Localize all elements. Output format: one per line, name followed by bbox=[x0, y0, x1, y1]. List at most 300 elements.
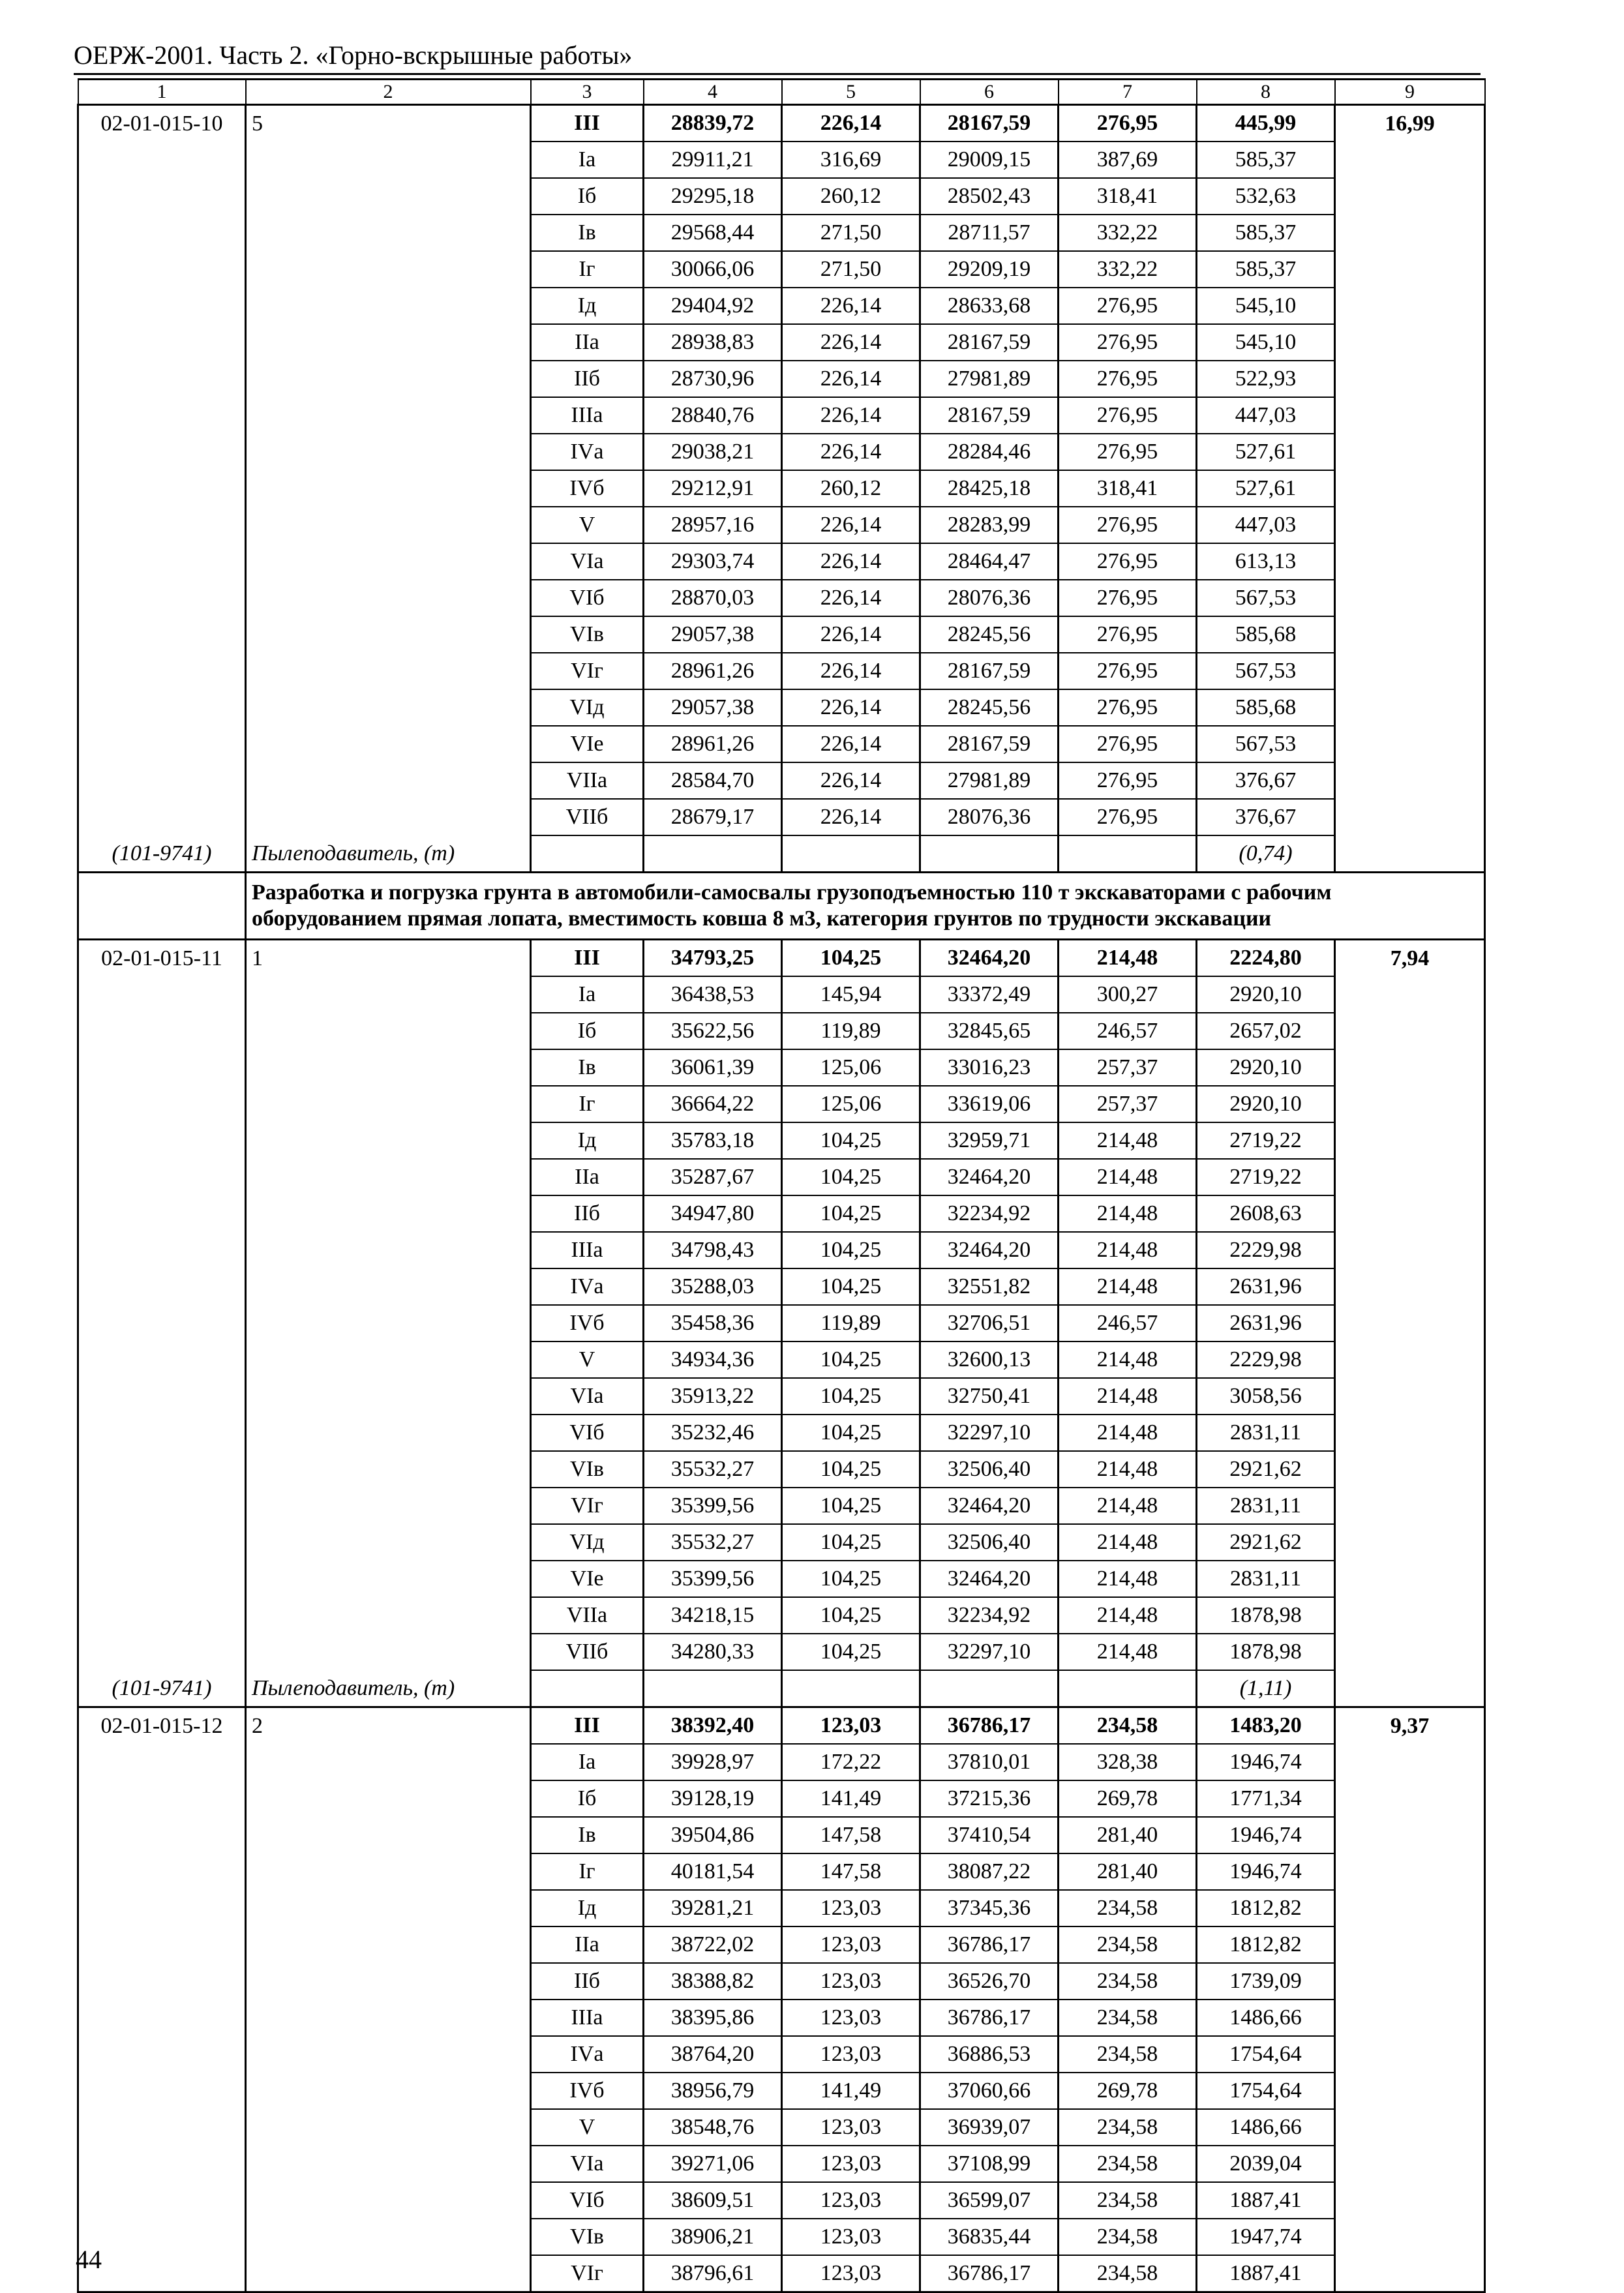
machinists-pay: 257,37 bbox=[1059, 1086, 1197, 1122]
machinists-pay: 214,48 bbox=[1059, 1488, 1197, 1524]
page-header-title: ОЕРЖ-2001. Часть 2. «Горно-вскрышные работы» bbox=[74, 40, 633, 70]
empty-cell bbox=[78, 1232, 246, 1268]
materials-cost: 1483,20 bbox=[1197, 1707, 1335, 1745]
total-cost: 38956,79 bbox=[644, 2073, 782, 2109]
soil-category: VIв bbox=[531, 2219, 644, 2255]
machine-cost: 28167,59 bbox=[920, 397, 1059, 434]
machinists-pay: 246,57 bbox=[1059, 1013, 1197, 1049]
materials-cost: 1754,64 bbox=[1197, 2036, 1335, 2073]
machine-cost: 28245,56 bbox=[920, 689, 1059, 726]
table-row bbox=[78, 1926, 1485, 1963]
machinists-pay: 276,95 bbox=[1059, 361, 1197, 397]
materials-cost: 2229,98 bbox=[1197, 1341, 1335, 1378]
soil-category: VIг bbox=[531, 653, 644, 689]
materials-cost: 585,68 bbox=[1197, 689, 1335, 726]
empty-cell bbox=[246, 288, 531, 324]
machinists-pay: 276,95 bbox=[1059, 653, 1197, 689]
soil-category: III bbox=[531, 1707, 644, 1745]
empty-cell bbox=[246, 1232, 531, 1268]
empty-cell bbox=[78, 1451, 246, 1488]
machine-cost: 36786,17 bbox=[920, 2255, 1059, 2292]
machine-cost: 32706,51 bbox=[920, 1305, 1059, 1341]
machinists-pay: 276,95 bbox=[1059, 689, 1197, 726]
total-cost: 29911,21 bbox=[644, 142, 782, 178]
empty-cell bbox=[246, 1451, 531, 1488]
machinists-pay: 276,95 bbox=[1059, 762, 1197, 799]
machine-cost: 33372,49 bbox=[920, 976, 1059, 1013]
empty-cell bbox=[1335, 2182, 1485, 2219]
table-row bbox=[78, 1853, 1485, 1890]
empty-cell bbox=[1335, 1524, 1485, 1561]
machinists-pay: 332,22 bbox=[1059, 215, 1197, 251]
table-row bbox=[78, 1707, 1485, 1745]
materials-cost: 2831,11 bbox=[1197, 1488, 1335, 1524]
column-number: 4 bbox=[644, 80, 782, 105]
empty-cell bbox=[1335, 1890, 1485, 1926]
table-row bbox=[78, 1780, 1485, 1817]
empty-cell bbox=[1335, 2073, 1485, 2109]
machine-cost: 28076,36 bbox=[920, 580, 1059, 616]
workers-pay: 104,25 bbox=[782, 1268, 920, 1305]
soil-category: IIб bbox=[531, 1195, 644, 1232]
empty-cell bbox=[782, 835, 920, 873]
empty-cell bbox=[78, 976, 246, 1013]
machinists-pay: 214,48 bbox=[1059, 1561, 1197, 1597]
soil-category: VIб bbox=[531, 2182, 644, 2219]
table-row bbox=[78, 2255, 1485, 2292]
empty-cell bbox=[246, 2182, 531, 2219]
total-cost: 36438,53 bbox=[644, 976, 782, 1013]
empty-cell bbox=[1335, 288, 1485, 324]
materials-cost: 532,63 bbox=[1197, 178, 1335, 215]
empty-cell bbox=[1335, 434, 1485, 470]
total-cost: 39504,86 bbox=[644, 1817, 782, 1853]
workers-pay: 226,14 bbox=[782, 543, 920, 580]
machine-cost: 32464,20 bbox=[920, 1561, 1059, 1597]
workers-pay: 260,12 bbox=[782, 470, 920, 507]
empty-cell bbox=[78, 1305, 246, 1341]
total-cost: 35622,56 bbox=[644, 1013, 782, 1049]
empty-cell bbox=[1335, 1013, 1485, 1049]
workers-pay: 260,12 bbox=[782, 178, 920, 215]
machine-cost: 36786,17 bbox=[920, 1707, 1059, 1745]
empty-cell bbox=[1335, 1926, 1485, 1963]
workers-pay: 123,03 bbox=[782, 2219, 920, 2255]
empty-cell bbox=[246, 1086, 531, 1122]
empty-cell bbox=[1335, 2219, 1485, 2255]
total-cost: 28870,03 bbox=[644, 580, 782, 616]
total-cost: 34793,25 bbox=[644, 940, 782, 977]
machinists-pay: 281,40 bbox=[1059, 1817, 1197, 1853]
workers-pay: 123,03 bbox=[782, 2109, 920, 2146]
empty-cell bbox=[246, 1926, 531, 1963]
materials-cost: 1739,09 bbox=[1197, 1963, 1335, 2000]
column-number: 8 bbox=[1197, 80, 1335, 105]
empty-cell bbox=[1335, 1049, 1485, 1086]
empty-cell bbox=[78, 215, 246, 251]
workers-pay: 104,25 bbox=[782, 1561, 920, 1597]
workers-pay: 147,58 bbox=[782, 1853, 920, 1890]
table-row bbox=[78, 1159, 1485, 1195]
materials-cost: 585,37 bbox=[1197, 251, 1335, 288]
soil-category: IVб bbox=[531, 2073, 644, 2109]
machine-cost: 36886,53 bbox=[920, 2036, 1059, 2073]
column-2-value: 1 bbox=[246, 940, 531, 977]
machinists-pay: 328,38 bbox=[1059, 1744, 1197, 1780]
workers-pay: 125,06 bbox=[782, 1086, 920, 1122]
empty-cell bbox=[78, 616, 246, 653]
empty-cell bbox=[78, 1122, 246, 1159]
machinists-pay: 214,48 bbox=[1059, 1451, 1197, 1488]
empty-cell bbox=[246, 543, 531, 580]
table-row bbox=[78, 976, 1485, 1013]
materials-cost: 2920,10 bbox=[1197, 976, 1335, 1013]
table-row bbox=[78, 2109, 1485, 2146]
empty-cell bbox=[78, 653, 246, 689]
empty-cell bbox=[1335, 2036, 1485, 2073]
soil-category: IVа bbox=[531, 434, 644, 470]
empty-cell bbox=[246, 616, 531, 653]
table-row bbox=[78, 361, 1485, 397]
workers-pay: 226,14 bbox=[782, 616, 920, 653]
total-cost: 38609,51 bbox=[644, 2182, 782, 2219]
table-row bbox=[78, 397, 1485, 434]
total-cost: 35458,36 bbox=[644, 1305, 782, 1341]
table-row bbox=[78, 1305, 1485, 1341]
table-row bbox=[78, 1049, 1485, 1086]
machine-cost: 38087,22 bbox=[920, 1853, 1059, 1890]
empty-cell bbox=[246, 251, 531, 288]
workers-pay: 104,25 bbox=[782, 1451, 920, 1488]
empty-cell bbox=[78, 1963, 246, 2000]
materials-cost: 376,67 bbox=[1197, 799, 1335, 835]
machine-cost: 36786,17 bbox=[920, 1926, 1059, 1963]
soil-category: VIIб bbox=[531, 1634, 644, 1670]
machinists-pay: 276,95 bbox=[1059, 288, 1197, 324]
machine-cost: 32551,82 bbox=[920, 1268, 1059, 1305]
workers-pay: 123,03 bbox=[782, 2182, 920, 2219]
soil-category: IIа bbox=[531, 1159, 644, 1195]
machinists-pay: 214,48 bbox=[1059, 1268, 1197, 1305]
total-cost: 38764,20 bbox=[644, 2036, 782, 2073]
empty-cell bbox=[1335, 799, 1485, 835]
empty-cell bbox=[78, 1049, 246, 1086]
soil-category: VIIа bbox=[531, 1597, 644, 1634]
empty-cell bbox=[1335, 142, 1485, 178]
machine-cost: 28711,57 bbox=[920, 215, 1059, 251]
total-cost: 29057,38 bbox=[644, 616, 782, 653]
total-cost: 40181,54 bbox=[644, 1853, 782, 1890]
column-number: 6 bbox=[920, 80, 1059, 105]
empty-cell bbox=[531, 835, 644, 873]
empty-cell bbox=[78, 1744, 246, 1780]
table-row bbox=[78, 2146, 1485, 2182]
empty-cell bbox=[246, 507, 531, 543]
empty-cell bbox=[1335, 1122, 1485, 1159]
empty-cell bbox=[246, 1195, 531, 1232]
empty-cell bbox=[1335, 1086, 1485, 1122]
empty-cell bbox=[1335, 397, 1485, 434]
empty-cell bbox=[246, 1122, 531, 1159]
workers-pay: 119,89 bbox=[782, 1305, 920, 1341]
workers-pay: 104,25 bbox=[782, 1378, 920, 1415]
soil-category: IIIа bbox=[531, 2000, 644, 2036]
materials-cost: 527,61 bbox=[1197, 470, 1335, 507]
materials-cost: 1486,66 bbox=[1197, 2109, 1335, 2146]
soil-category: VIв bbox=[531, 616, 644, 653]
materials-cost: 2631,96 bbox=[1197, 1268, 1335, 1305]
total-cost: 35913,22 bbox=[644, 1378, 782, 1415]
table-row bbox=[78, 1634, 1485, 1670]
total-cost: 28839,72 bbox=[644, 105, 782, 142]
soil-category: VIе bbox=[531, 726, 644, 762]
empty-cell bbox=[246, 324, 531, 361]
column-number: 2 bbox=[246, 80, 531, 105]
empty-cell bbox=[78, 434, 246, 470]
empty-cell bbox=[78, 251, 246, 288]
materials-cost: 1812,82 bbox=[1197, 1890, 1335, 1926]
column-2-value: 5 bbox=[246, 105, 531, 142]
empty-cell bbox=[78, 397, 246, 434]
empty-cell bbox=[246, 1488, 531, 1524]
workers-pay: 226,14 bbox=[782, 580, 920, 616]
machine-cost: 28076,36 bbox=[920, 799, 1059, 835]
empty-cell bbox=[1335, 1853, 1485, 1890]
workers-pay: 226,14 bbox=[782, 288, 920, 324]
material-name: Пылеподавитель, (т) bbox=[246, 835, 531, 873]
empty-cell bbox=[246, 2109, 531, 2146]
empty-cell bbox=[246, 1524, 531, 1561]
empty-cell bbox=[246, 1634, 531, 1670]
empty-cell bbox=[78, 470, 246, 507]
machinists-pay: 214,48 bbox=[1059, 1122, 1197, 1159]
total-cost: 35399,56 bbox=[644, 1561, 782, 1597]
machine-cost: 32234,92 bbox=[920, 1195, 1059, 1232]
machinists-pay: 234,58 bbox=[1059, 1890, 1197, 1926]
soil-category: Iг bbox=[531, 1853, 644, 1890]
empty-cell bbox=[246, 799, 531, 835]
empty-cell bbox=[1335, 2000, 1485, 2036]
empty-cell bbox=[78, 2219, 246, 2255]
table-row bbox=[78, 799, 1485, 835]
empty-cell bbox=[1335, 1780, 1485, 1817]
machine-cost: 28167,59 bbox=[920, 105, 1059, 142]
machine-cost: 36939,07 bbox=[920, 2109, 1059, 2146]
table-row bbox=[78, 1195, 1485, 1232]
empty-cell bbox=[1335, 689, 1485, 726]
empty-cell bbox=[246, 1268, 531, 1305]
table-row bbox=[78, 1086, 1485, 1122]
page-number: 44 bbox=[76, 2245, 102, 2274]
total-cost: 35288,03 bbox=[644, 1268, 782, 1305]
empty-cell bbox=[78, 1195, 246, 1232]
soil-category: IIIа bbox=[531, 1232, 644, 1268]
materials-cost: 3058,56 bbox=[1197, 1378, 1335, 1415]
empty-cell bbox=[1335, 251, 1485, 288]
materials-cost: 567,53 bbox=[1197, 653, 1335, 689]
materials-cost: 1754,64 bbox=[1197, 2073, 1335, 2109]
table-row bbox=[78, 689, 1485, 726]
empty-cell bbox=[1335, 1744, 1485, 1780]
empty-cell bbox=[78, 142, 246, 178]
empty-cell bbox=[246, 762, 531, 799]
machine-cost: 36526,70 bbox=[920, 1963, 1059, 2000]
empty-cell bbox=[246, 2255, 531, 2292]
materials-cost: 1947,74 bbox=[1197, 2219, 1335, 2255]
total-cost: 28961,26 bbox=[644, 653, 782, 689]
machinists-pay: 234,58 bbox=[1059, 2255, 1197, 2292]
empty-cell bbox=[78, 1268, 246, 1305]
workers-pay: 141,49 bbox=[782, 1780, 920, 1817]
soil-category: IVб bbox=[531, 1305, 644, 1341]
materials-cost: 613,13 bbox=[1197, 543, 1335, 580]
table-row bbox=[78, 543, 1485, 580]
empty-cell bbox=[246, 142, 531, 178]
empty-cell bbox=[1335, 2255, 1485, 2292]
empty-cell bbox=[78, 1634, 246, 1670]
materials-cost: 545,10 bbox=[1197, 288, 1335, 324]
machinists-pay: 214,48 bbox=[1059, 1195, 1197, 1232]
total-cost: 38906,21 bbox=[644, 2219, 782, 2255]
total-cost: 38395,86 bbox=[644, 2000, 782, 2036]
soil-category: IIб bbox=[531, 361, 644, 397]
soil-category: VIIб bbox=[531, 799, 644, 835]
table-row bbox=[78, 726, 1485, 762]
empty-cell bbox=[246, 1890, 531, 1926]
machine-cost: 32297,10 bbox=[920, 1634, 1059, 1670]
materials-cost: 2631,96 bbox=[1197, 1305, 1335, 1341]
table-row bbox=[78, 1744, 1485, 1780]
table-row bbox=[78, 288, 1485, 324]
materials-cost: 447,03 bbox=[1197, 507, 1335, 543]
machine-cost: 37215,36 bbox=[920, 1780, 1059, 1817]
total-cost: 28957,16 bbox=[644, 507, 782, 543]
table-row bbox=[78, 1597, 1485, 1634]
table-row bbox=[78, 2182, 1485, 2219]
empty-cell bbox=[78, 1378, 246, 1415]
machinists-pay: 276,95 bbox=[1059, 434, 1197, 470]
empty-cell bbox=[1335, 1597, 1485, 1634]
soil-category: Iг bbox=[531, 251, 644, 288]
empty-cell bbox=[920, 835, 1059, 873]
table-row bbox=[78, 324, 1485, 361]
machinists-pay: 214,48 bbox=[1059, 1341, 1197, 1378]
empty-cell bbox=[246, 580, 531, 616]
empty-cell bbox=[1335, 1817, 1485, 1853]
empty-cell bbox=[1335, 1488, 1485, 1524]
workers-pay: 123,03 bbox=[782, 2036, 920, 2073]
empty-cell bbox=[246, 653, 531, 689]
empty-cell bbox=[246, 215, 531, 251]
workers-pay: 123,03 bbox=[782, 1926, 920, 1963]
table-row bbox=[78, 1817, 1485, 1853]
table-row bbox=[78, 2219, 1485, 2255]
materials-cost: 1878,98 bbox=[1197, 1634, 1335, 1670]
empty-cell bbox=[78, 1159, 246, 1195]
empty-cell bbox=[78, 1488, 246, 1524]
soil-category: VIд bbox=[531, 689, 644, 726]
machinists-pay: 276,95 bbox=[1059, 507, 1197, 543]
empty-cell bbox=[78, 324, 246, 361]
machinists-pay: 214,48 bbox=[1059, 1634, 1197, 1670]
column-number: 9 bbox=[1335, 80, 1485, 105]
workers-pay: 141,49 bbox=[782, 2073, 920, 2109]
materials-cost: 1878,98 bbox=[1197, 1597, 1335, 1634]
machine-cost: 28283,99 bbox=[920, 507, 1059, 543]
machinists-pay: 276,95 bbox=[1059, 543, 1197, 580]
materials-cost: 1887,41 bbox=[1197, 2182, 1335, 2219]
machinists-pay: 276,95 bbox=[1059, 726, 1197, 762]
workers-pay: 104,25 bbox=[782, 1159, 920, 1195]
empty-cell bbox=[246, 1817, 531, 1853]
table-row bbox=[78, 1451, 1485, 1488]
workers-pay: 226,14 bbox=[782, 434, 920, 470]
soil-category: V bbox=[531, 507, 644, 543]
total-cost: 30066,06 bbox=[644, 251, 782, 288]
empty-cell bbox=[78, 1086, 246, 1122]
table-row bbox=[78, 2073, 1485, 2109]
machine-cost: 32234,92 bbox=[920, 1597, 1059, 1634]
total-cost: 29212,91 bbox=[644, 470, 782, 507]
total-cost: 29057,38 bbox=[644, 689, 782, 726]
workers-pay: 125,06 bbox=[782, 1049, 920, 1086]
total-cost: 35783,18 bbox=[644, 1122, 782, 1159]
total-cost: 28584,70 bbox=[644, 762, 782, 799]
labor-cost: 7,94 bbox=[1335, 940, 1485, 977]
empty-cell bbox=[78, 2036, 246, 2073]
empty-cell bbox=[246, 1597, 531, 1634]
material-code: (101-9741) bbox=[78, 1670, 246, 1707]
table-body bbox=[78, 80, 1485, 2292]
machinists-pay: 300,27 bbox=[1059, 976, 1197, 1013]
empty-cell bbox=[1335, 726, 1485, 762]
empty-cell bbox=[78, 1524, 246, 1561]
machinists-pay: 234,58 bbox=[1059, 2036, 1197, 2073]
machine-cost: 37108,99 bbox=[920, 2146, 1059, 2182]
table-row bbox=[78, 178, 1485, 215]
machinists-pay: 214,48 bbox=[1059, 1597, 1197, 1634]
machine-cost: 36835,44 bbox=[920, 2219, 1059, 2255]
materials-cost: 2920,10 bbox=[1197, 1049, 1335, 1086]
soil-category: III bbox=[531, 940, 644, 977]
soil-category: Iа bbox=[531, 976, 644, 1013]
materials-cost: 585,37 bbox=[1197, 142, 1335, 178]
empty-cell bbox=[78, 288, 246, 324]
machine-cost: 32600,13 bbox=[920, 1341, 1059, 1378]
empty-cell bbox=[1335, 1159, 1485, 1195]
machinists-pay: 214,48 bbox=[1059, 1524, 1197, 1561]
empty-cell bbox=[246, 178, 531, 215]
total-cost: 38796,61 bbox=[644, 2255, 782, 2292]
column-number: 7 bbox=[1059, 80, 1197, 105]
empty-cell bbox=[531, 1670, 644, 1707]
total-cost: 38392,40 bbox=[644, 1707, 782, 1745]
soil-category: Iв bbox=[531, 1817, 644, 1853]
empty-cell bbox=[246, 1013, 531, 1049]
machine-cost: 37345,36 bbox=[920, 1890, 1059, 1926]
soil-category: IIIа bbox=[531, 397, 644, 434]
machine-cost: 29209,19 bbox=[920, 251, 1059, 288]
workers-pay: 104,25 bbox=[782, 940, 920, 977]
empty-cell bbox=[78, 1817, 246, 1853]
machine-cost: 37060,66 bbox=[920, 2073, 1059, 2109]
empty-cell bbox=[1335, 2109, 1485, 2146]
machine-cost: 28167,59 bbox=[920, 653, 1059, 689]
total-cost: 34280,33 bbox=[644, 1634, 782, 1670]
workers-pay: 226,14 bbox=[782, 653, 920, 689]
total-cost: 38388,82 bbox=[644, 1963, 782, 2000]
empty-cell bbox=[1335, 1451, 1485, 1488]
